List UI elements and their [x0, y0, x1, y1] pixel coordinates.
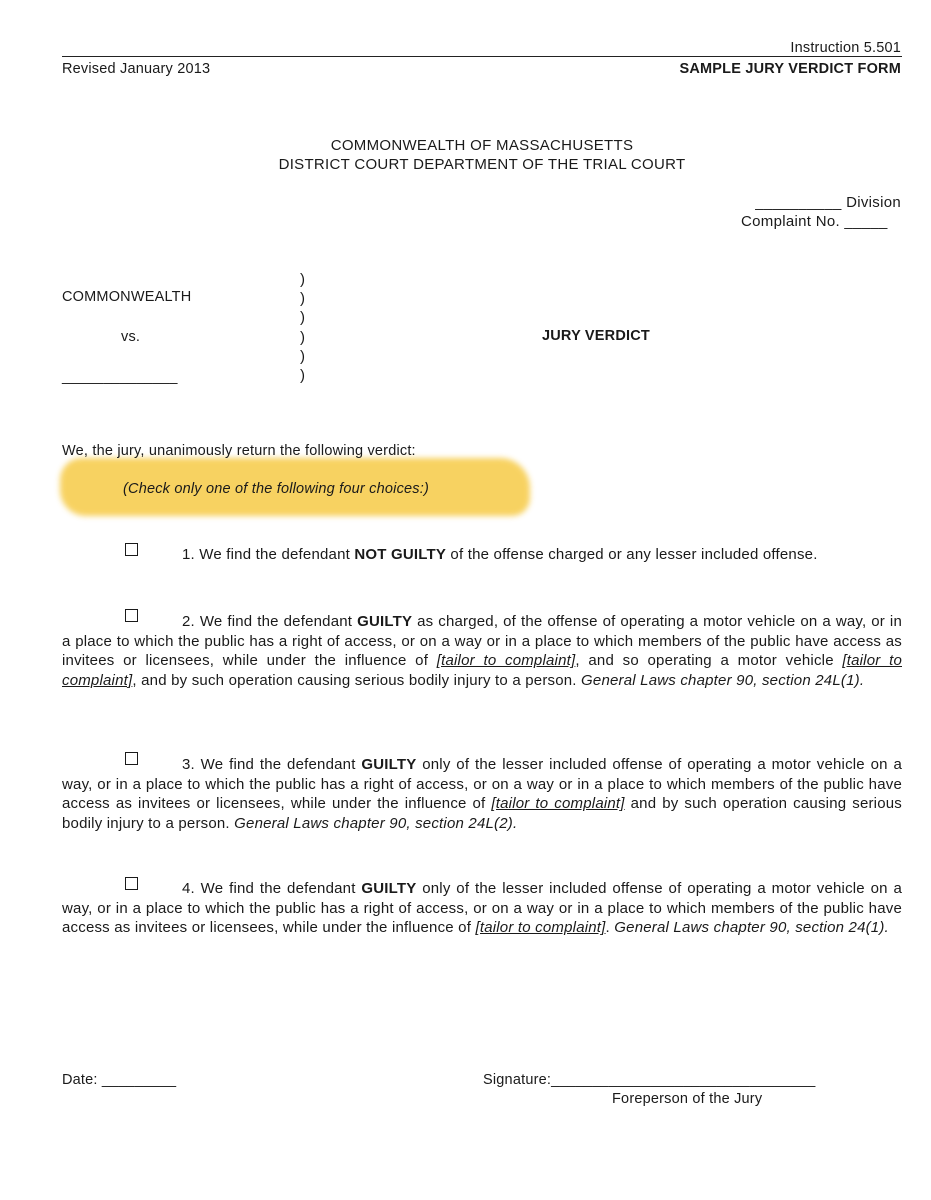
- instruction-number: Instruction 5.501: [790, 40, 901, 56]
- statute-citation: General Laws chapter 90, section 24L(2).: [234, 814, 518, 832]
- plaintiff-name: COMMONWEALTH: [62, 289, 192, 305]
- choice-1-text: 1. We find the defendant NOT GUILTY of the offense charged or any lesser included offense.: [182, 546, 818, 563]
- choice-4-text: 4. We find the defendant GUILTY only of the lesser included offense of operating a motor vehicle on a way, or in a place to which the public has a right of access, or on a way or in a place to which members of the public have access as invitees or licensees, while under the influence of [tailor to complaint]. General Laws chapter 90, section 24(1).: [62, 880, 903, 937]
- caption-paren: ): [300, 309, 305, 326]
- versus-label: vs.: [121, 329, 141, 345]
- choice-2-text: 2. We find the defendant GUILTY as charged, of the offense of operating a motor vehicle on a way, or in a place to which the public has a right of access, or on a way or in a place to which members of the public have access as invitees or licensees, while under the influence of [tailor to complaint], and so operating a motor vehicle [tailor to complaint], and by such operation causing serious bodily injury to a person. General Laws chapter 90, section 24L(1).: [62, 613, 902, 689]
- tailor-blank: [tailor to complaint]: [436, 652, 576, 670]
- court-line-2: DISTRICT COURT DEPARTMENT OF THE TRIAL COURT: [278, 156, 686, 173]
- revised-date: Revised January 2013: [62, 61, 211, 77]
- statute-citation: General Laws chapter 90, section 24L(1).: [581, 671, 865, 689]
- tailor-blank: [tailor to complaint]: [62, 652, 902, 689]
- header-rule: [62, 56, 902, 57]
- foreperson-label: Foreperson of the Jury: [612, 1091, 763, 1107]
- division-line: __________ Division: [755, 194, 901, 211]
- signature-field[interactable]: Signature:________________________________: [483, 1072, 816, 1088]
- caption-paren: ): [300, 367, 305, 384]
- caption-paren: ): [300, 290, 305, 307]
- verdict-statement: We, the jury, unanimously return the following verdict:: [62, 443, 416, 459]
- caption-paren: ): [300, 329, 305, 346]
- verdict-guilty: GUILTY: [357, 613, 413, 630]
- verdict-guilty: GUILTY: [361, 880, 417, 897]
- tailor-blank: [tailor to complaint]: [475, 919, 606, 937]
- verdict-guilty: GUILTY: [361, 756, 417, 773]
- verdict-not-guilty: NOT GUILTY: [354, 546, 447, 563]
- defendant-blank: ______________: [62, 369, 178, 385]
- jury-verdict-title: JURY VERDICT: [542, 328, 650, 344]
- court-line-1: COMMONWEALTH OF MASSACHUSETTS: [330, 137, 634, 154]
- choice-instruction: (Check only one of the following four choices:): [123, 481, 429, 497]
- caption-paren: ): [300, 271, 305, 288]
- choice-3-text: 3. We find the defendant GUILTY only of the lesser included offense of operating a motor vehicle on a way, or in a place to which the public has a right of access, or on a way or in a place to which members of the public have access as invitees or licensees, while under the influence of [tailor to complaint] and by such operation causing serious bodily injury to a person. General Laws chapter 90, section 24L(2).: [62, 756, 903, 832]
- tailor-blank: [tailor to complaint]: [491, 795, 625, 813]
- date-field[interactable]: Date: _________: [62, 1072, 177, 1088]
- form-title: SAMPLE JURY VERDICT FORM: [679, 61, 901, 77]
- complaint-number: Complaint No. _____: [741, 213, 888, 230]
- statute-citation: General Laws chapter 90, section 24(1).: [614, 919, 889, 937]
- caption-paren: ): [300, 348, 305, 365]
